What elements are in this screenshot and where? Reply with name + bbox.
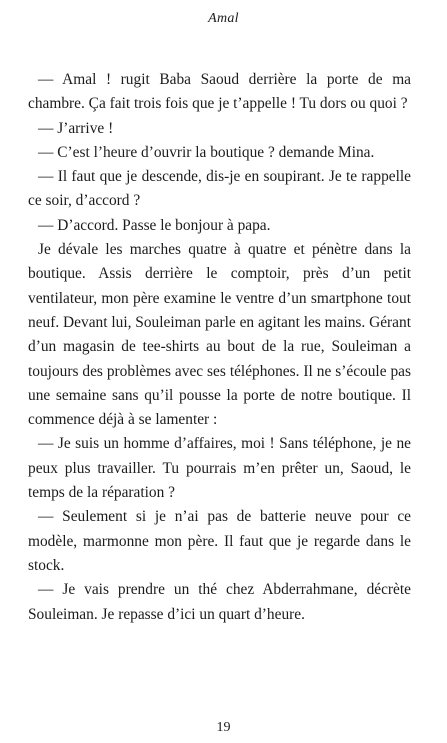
running-head-title: Amal	[208, 11, 239, 26]
paragraph-5: — D’accord. Passe le bonjour à papa.	[38, 216, 271, 234]
paragraph-6: Je dévale les marches quatre à quatre et pénètre dans la boutique. Assis derrière le comptoir, près d’un petit ventilateur, mon père examine le ventre d’un smartphone tout neuf. Devant lui, Souleiman parle en agitant les mains. Gérant d’un magasin de tee-shirts au bout de la rue, Souleiman a toujours des problèmes avec ses téléphones. Il ne s’écoule pas une semaine sans qu’il pousse la porte de notre boutique. Il commence déjà à se lamenter :	[28, 241, 411, 429]
paragraph-3: — C’est l’heure d’ouvrir la boutique ? demande Mina.	[38, 143, 375, 161]
paragraph-4: — Il faut que je descende, dis-je en soupirant. Je te rappelle ce soir, d’accord ?	[28, 168, 411, 210]
paragraph-1: — Amal ! rugit Baba Saoud derrière la porte de ma chambre. Ça fait trois fois que je t’appelle ! Tu dors ou quoi ?	[28, 71, 411, 113]
paragraph-7: — Je suis un homme d’affaires, moi ! Sans téléphone, je ne peux plus travailler. Tu pourrais m’en prêter un, Saoud, le temps de la réparation ?	[28, 435, 411, 502]
paragraph-2: — J’arrive !	[38, 119, 114, 137]
body-text	[28, 68, 411, 627]
paragraph-8: — Seulement si je n’ai pas de batterie neuve pour ce modèle, marmonne mon père. Il faut que je regarde dans le stock.	[28, 508, 411, 574]
page-number: 19	[216, 720, 231, 735]
paragraph-9: — Je vais prendre un thé chez Abderrahmane, décrète Souleiman. Je repasse d’ici un quart d’heure.	[28, 581, 411, 623]
